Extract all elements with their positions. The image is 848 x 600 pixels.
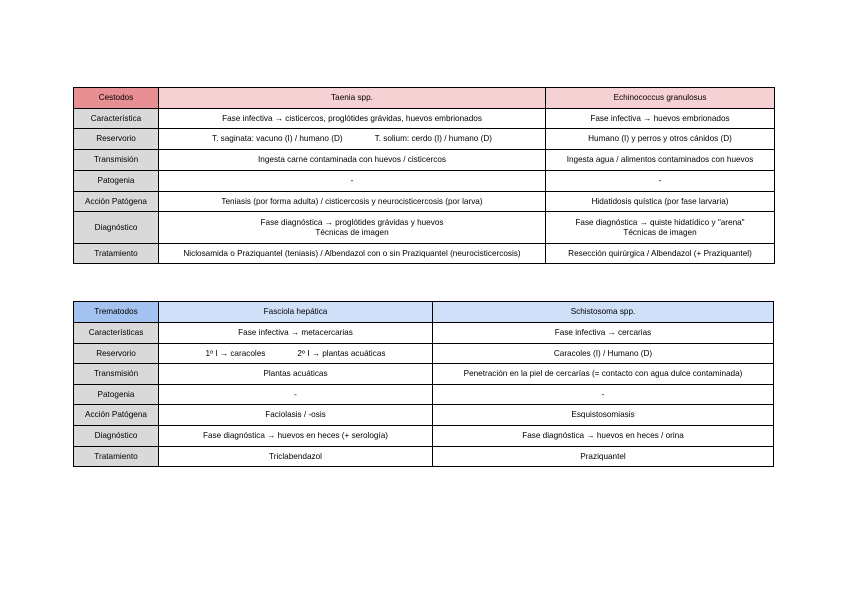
trematodos-row-tratamiento (74, 447, 774, 467)
trematodos-header-label: Trematodos (74, 302, 159, 323)
row-label: Diagnóstico (74, 212, 159, 244)
trematodos-row-accion (74, 405, 774, 426)
row-label: Tratamiento (74, 244, 159, 264)
cell-part: T. saginata: vacuno (I) / humano (D) (212, 134, 343, 143)
table-cell: - (433, 385, 774, 405)
table-cell: Praziquantel (433, 447, 774, 467)
row-label: Acción Patógena (74, 405, 159, 426)
taenia-header: Taenia spp. (159, 88, 546, 109)
cestodos-row-tratamiento (74, 244, 775, 264)
table-cell: Ingesta agua / alimentos contaminados con huevos (546, 150, 775, 171)
cestodos-table (73, 87, 775, 264)
table-cell: Fase infectiva → cisticercos, proglótides grávidas, huevos embrionados (159, 109, 546, 129)
cell-line: Fase diagnóstica → quiste hidatídico y "arena" (575, 217, 745, 227)
table-cell: Ingesta carne contaminada con huevos / cisticercos (159, 150, 546, 171)
cestodos-row-caracteristica (74, 109, 775, 129)
table-cell (159, 344, 433, 364)
table-cell: Esquistosomiasis (433, 405, 774, 426)
table-cell: Penetración en la piel de cercarías (= contacto con agua dulce contaminada) (433, 364, 774, 385)
table-cell: Teniasis (por forma adulta) / cisticercosis y neurocisticercosis (por larva) (159, 192, 546, 212)
row-label: Patogenia (74, 171, 159, 192)
trematodos-row-reservorio (74, 344, 774, 364)
trematodos-row-patogenia (74, 385, 774, 405)
echinococcus-header: Echinococcus granulosus (546, 88, 775, 109)
cestodos-header-row (74, 88, 775, 109)
table-cell: Plantas acuáticas (159, 364, 433, 385)
cestodos-row-reservorio (74, 129, 775, 150)
cestodos-row-accion (74, 192, 775, 212)
row-label: Diagnóstico (74, 426, 159, 447)
row-label: Transmisión (74, 150, 159, 171)
table-cell: Resección quirúrgica / Albendazol (+ Praziquantel) (546, 244, 775, 264)
schistosoma-header: Schistosoma spp. (433, 302, 774, 323)
row-label: Tratamiento (74, 447, 159, 467)
cell-part: 2º I → plantas acuáticas (297, 348, 386, 358)
trematodos-table (73, 301, 774, 467)
cestodos-row-diagnostico (74, 212, 775, 244)
table-cell: Fase diagnóstica → huevos en heces (+ serología) (159, 426, 433, 447)
cell-line: Técnicas de imagen (623, 227, 697, 237)
table-cell: Fase infectiva → metacercarias (159, 323, 433, 344)
cestodos-row-transmision (74, 150, 775, 171)
cestodos-row-patogenia (74, 171, 775, 192)
trematodos-header-row (74, 302, 774, 323)
table-cell: - (546, 171, 775, 192)
cell-line: Técnicas de imagen (315, 227, 389, 237)
table-cell: Caracoles (I) / Humano (D) (433, 344, 774, 364)
fasciola-header: Fasciola hepática (159, 302, 433, 323)
cestodos-header-label: Cestodos (74, 88, 159, 109)
table-cell: Humano (I) y perros y otros cánidos (D) (546, 129, 775, 150)
table-cell: Triclabendazol (159, 447, 433, 467)
cell-part: T. solium: cerdo (I) / humano (D) (374, 134, 492, 143)
table-cell: Fase infectiva → cercarias (433, 323, 774, 344)
cell-part: 1º I → caracoles (205, 348, 266, 358)
table-cell: Faciolasis / -osis (159, 405, 433, 426)
table-cell: Fase infectiva → huevos embrionados (546, 109, 775, 129)
table-cell (159, 129, 546, 150)
table-cell: Fase diagnóstica → huevos en heces / orina (433, 426, 774, 447)
row-label: Acción Patógena (74, 192, 159, 212)
table-cell (546, 212, 775, 244)
table-cell: - (159, 385, 433, 405)
row-label: Característica (74, 109, 159, 129)
table-cell: Hidatidosis quística (por fase larvaria) (546, 192, 775, 212)
table-cell (159, 212, 546, 244)
table-cell: Niclosamida o Praziquantel (teniasis) / Albendazol con o sin Praziquantel (neurocisticercosis) (159, 244, 546, 264)
row-label: Patogenia (74, 385, 159, 405)
row-label: Reservorio (74, 344, 159, 364)
cell-line: Fase diagnóstica → proglótides grávidas y huevos (260, 217, 444, 227)
trematodos-row-transmision (74, 364, 774, 385)
trematodos-row-diagnostico (74, 426, 774, 447)
trematodos-row-caracteristicas (74, 323, 774, 344)
row-label: Características (74, 323, 159, 344)
table-cell: - (159, 171, 546, 192)
row-label: Transmisión (74, 364, 159, 385)
row-label: Reservorio (74, 129, 159, 150)
